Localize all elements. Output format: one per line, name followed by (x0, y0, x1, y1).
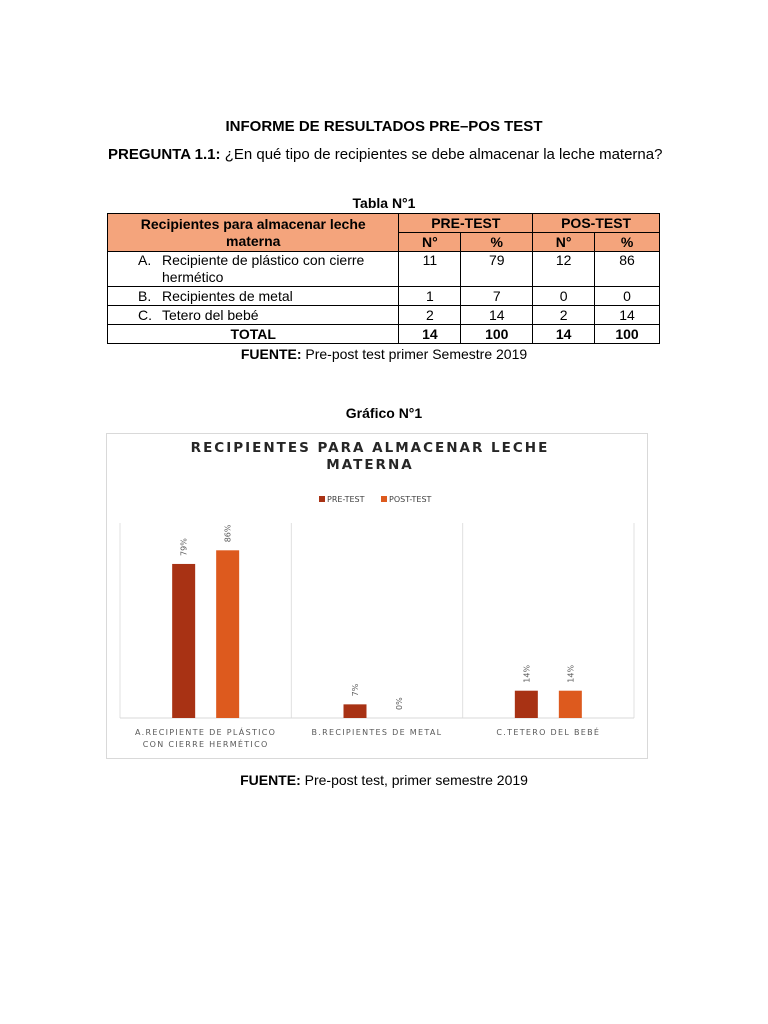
subheader-post-pct: % (595, 233, 660, 252)
cell-post-n: 2 (533, 306, 595, 325)
question-label: PREGUNTA 1.1: (108, 146, 221, 163)
cell-post-n: 0 (533, 287, 595, 306)
row-label: Tetero del bebé (162, 306, 259, 323)
row-letter: B. (138, 287, 152, 304)
bar (216, 550, 239, 718)
total-post-n: 14 (533, 325, 595, 344)
figure-caption: Gráfico N°1 (345, 405, 423, 421)
category-label: C.TETERO DEL BEBÉ (496, 728, 601, 737)
data-label: 14% (566, 664, 576, 683)
total-post-pct: 100 (595, 325, 660, 344)
subheader-pre-pct: % (461, 233, 533, 252)
bar (559, 691, 582, 718)
bar (515, 691, 538, 718)
cell-pre-n: 1 (399, 287, 461, 306)
data-label: 7% (351, 683, 360, 697)
category-label: B.RECIPIENTES DE METAL (311, 728, 443, 737)
table-source-text: Pre-post test primer Semestre 2019 (301, 346, 528, 362)
data-label: 14% (522, 664, 532, 683)
table-source-label: FUENTE: (240, 346, 302, 362)
report-title: INFORME DE RESULTADOS PRE–POS TEST (225, 118, 543, 135)
header-pre-test: PRE-TEST (399, 214, 533, 233)
table-caption: Tabla N°1 (352, 195, 416, 211)
cell-post-pct: 0 (595, 287, 660, 306)
chart-title (191, 440, 550, 473)
figure-source-text: Pre-post test, primer semestre 2019 (300, 772, 528, 788)
cell-pre-pct: 79 (461, 252, 533, 287)
row-letter: A. (138, 252, 152, 268)
row-label: Recipientes de metal (162, 287, 293, 304)
legend-swatch (381, 496, 387, 502)
legend-label: POST-TEST (389, 495, 432, 504)
chart-title-line: MATERNA (326, 457, 414, 473)
cell-post-n: 12 (533, 252, 595, 287)
total-label: TOTAL (108, 325, 399, 344)
data-label: 86% (223, 524, 233, 543)
header-category: Recipientes para almacenar leche materna (108, 214, 399, 252)
legend-swatch (319, 496, 325, 502)
cell-post-pct: 86 (595, 252, 660, 287)
category-label: A.RECIPIENTE DE PLÁSTICO (135, 728, 277, 737)
cell-pre-n: 11 (399, 252, 461, 287)
cell-pre-n: 2 (399, 306, 461, 325)
figure-source (0, 772, 768, 788)
subheader-post-n: N° (533, 233, 595, 252)
cell-pre-pct: 14 (461, 306, 533, 325)
bar (172, 564, 195, 718)
bar (344, 704, 367, 718)
chart-bars (172, 550, 582, 718)
chart-grid (120, 523, 634, 718)
figure-source-label: FUENTE: (240, 772, 301, 788)
row-label: Recipiente de plástico con cierre hermético (162, 252, 365, 285)
question-text: ¿En qué tipo de recipientes se debe almacenar la leche materna? (224, 146, 663, 163)
chart-category-labels (135, 726, 600, 749)
total-pre-n: 14 (399, 325, 461, 344)
row-letter: C. (138, 306, 152, 323)
category-label: CON CIERRE HERMÉTICO (142, 740, 269, 749)
total-pre-pct: 100 (461, 325, 533, 344)
header-post-test: POS-TEST (533, 214, 660, 233)
cell-post-pct: 14 (595, 306, 660, 325)
data-label: 0% (395, 697, 404, 710)
cell-pre-pct: 7 (461, 287, 533, 306)
subheader-pre-n: N° (399, 233, 461, 252)
chart-title-line: RECIPIENTES PARA ALMACENAR LECHE (190, 440, 550, 456)
legend-label: PRE-TEST (327, 495, 365, 504)
chart-legend (319, 495, 432, 504)
data-label: 79% (179, 538, 189, 556)
